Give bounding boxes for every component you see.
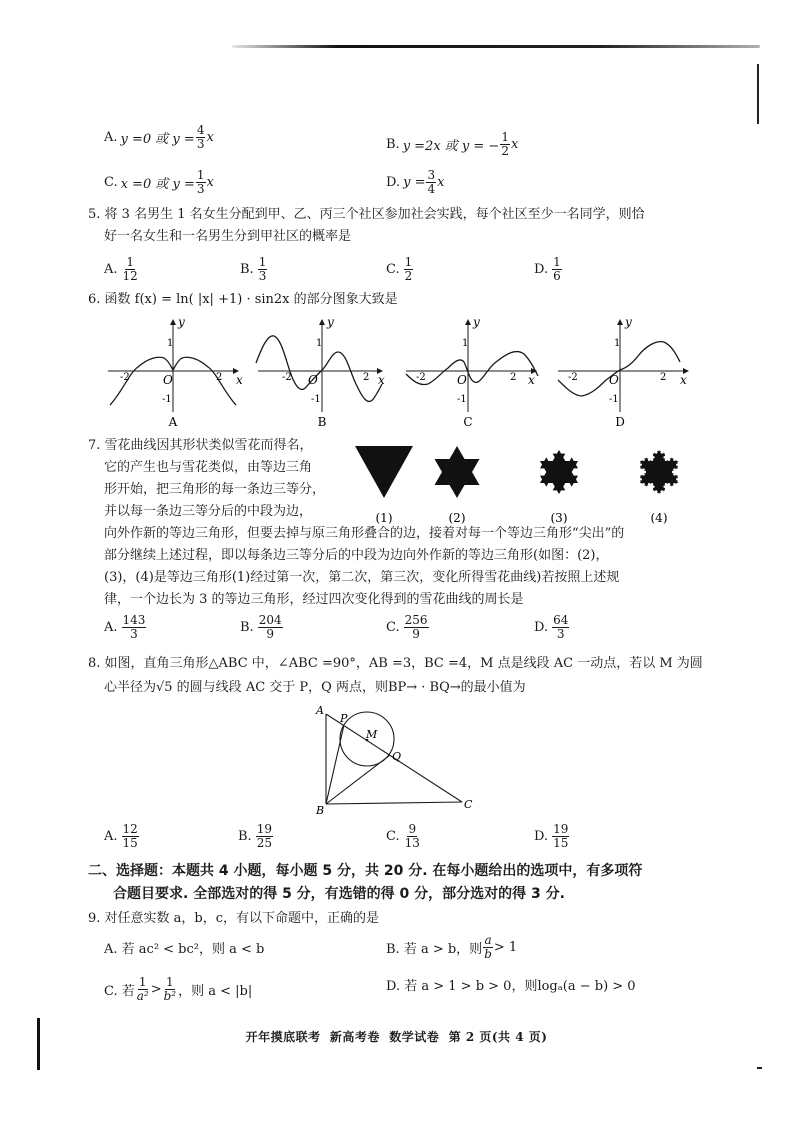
option-post: x [206,175,214,190]
option-label: C. [386,262,400,277]
q7-option-c[interactable] [386,614,430,641]
figure-label: (1) [375,511,393,525]
option-label: A. [104,829,118,844]
tick-1: 1 [167,338,174,349]
q5-option-c[interactable] [386,256,414,283]
option-label: C. [386,620,400,635]
tick-1: 1 [316,338,323,349]
fraction [404,823,421,850]
q6-stem: 6. 函数 f(x) = ln( |x| +1) · sin2x 的部分图象大致是 [88,292,398,307]
graph-label: C [463,415,473,429]
denominator: 13 [404,836,420,850]
q9-option-c[interactable] [104,976,252,1003]
figure-label: (4) [650,511,668,525]
snowflake-fig-3 [540,450,578,525]
origin-label: O [308,373,318,387]
q4-option-c[interactable] [104,169,214,196]
star-shape [435,446,480,498]
tick-neg2: -2 [120,372,130,383]
triangle-shape [355,446,413,498]
q9-stem: 9. 对任意实数 a，b，c，有以下命题中，正确的是 [88,911,380,926]
option-label: D. [534,620,549,635]
label-m: M [366,728,378,741]
denominator: 3 [196,182,205,196]
q7-snowflake-figures [345,438,705,528]
x-label: x [528,373,535,387]
graph-c[interactable] [406,315,538,429]
label-p: P [340,712,348,725]
option-label: C. [386,829,400,844]
y-label: y [625,315,632,329]
fraction [404,256,414,283]
origin-label: O [457,373,467,387]
denominator: 15 [122,836,138,850]
fraction [196,169,206,196]
graph-label: B [317,415,327,429]
numerator: a [484,933,492,947]
curve [406,352,538,385]
denominator: a² [136,989,149,1003]
option-label: B. [240,262,254,277]
option-post: x [437,175,445,190]
denominator: 3 [556,627,565,641]
q8-option-c[interactable] [386,823,422,850]
numerator: 3 [427,168,436,182]
q7-stem-line7: (3)，(4)是等边三角形(1)经过第一次，第二次，第三次，变化所得雪花曲线)若按照上述规 [104,570,620,585]
q8-stem-line2: 心半径为√5 的圆与线段 AC 交于 P，Q 两点，则BP→ · BQ→的最小值为 [104,680,526,695]
q7-stem-line3: 形开始，把三角形的每一条边三等分， [104,482,326,497]
tick-neg1: -1 [457,394,467,405]
q9-option-d[interactable]: D. 若 a > 1 > b > 0，则logₐ(a − b) > 0 [386,979,636,994]
fraction [500,131,510,158]
q5-stem-line1: 5. 将 3 名男生 1 名女生分配到甲、乙、丙三个社区参加社会实践，每个社区至少一名同学，则恰 [88,207,645,222]
fraction [163,976,178,1003]
option-post: ，则 a < |b| [178,984,253,999]
option-pre: C. 若 [104,984,135,999]
denominator: 15 [553,836,569,850]
y-label: y [327,315,334,329]
q7-stem-line2: 它的产生也与雪花类似，由等边三角 [104,460,313,475]
numerator: 19 [256,822,272,836]
denominator: 3 [130,627,138,641]
q4-option-a[interactable] [104,124,214,151]
graph-b[interactable] [256,315,385,429]
q7-option-d[interactable] [534,614,570,641]
page-footer: 开年摸底联考 新高考卷 数学试卷 第 2 页(共 4 页) [245,1030,548,1044]
fraction [404,614,429,641]
numerator: 1 [126,255,134,269]
fraction [196,124,206,151]
tick-neg2: -2 [282,372,292,383]
snowflake-fig-2 [435,446,480,525]
graph-label: A [168,415,178,429]
option-pre: y =0 或 y = [120,132,195,147]
numerator: 1 [166,975,174,989]
q8-stem-line1: 8. 如图，直角三角形△ABC 中，∠ABC =90°，AB =3，BC =4，M 点是线段 AC 一动点，若以 M 为圆 [88,656,703,671]
koch-shape-4 [640,450,678,494]
graph-a[interactable] [108,315,243,429]
tick-2: 2 [510,372,517,383]
fraction [552,614,569,641]
snowflake-fig-4 [640,450,678,525]
fraction [122,614,147,641]
q9-option-b[interactable] [386,934,517,961]
numerator: 256 [404,613,428,627]
x-label: x [680,373,687,387]
tick-2: 2 [660,372,667,383]
denominator: 12 [122,269,138,283]
denominator: 9 [266,627,274,641]
fraction [258,256,268,283]
tick-neg2: -2 [416,372,426,383]
graph-d[interactable] [558,315,688,429]
q7-option-a[interactable] [104,614,147,641]
label-c: C [464,798,473,811]
q8-option-a[interactable] [104,823,140,850]
numerator: 9 [408,822,417,836]
option-pre: x =0 或 y = [120,177,195,192]
section2-heading-line1: 二、选择题：本题共 4 小题，每小题 5 分，共 20 分. 在每小题给出的选项中，有多项符 [88,863,643,879]
tick-2: 2 [363,372,370,383]
q5-option-d[interactable] [534,256,563,283]
q7-stem-line4: 并以每一条边三等分后的中段为边， [104,504,313,519]
q5-option-a[interactable] [104,256,140,283]
tick-neg1: -1 [162,394,172,405]
tick-neg1: -1 [311,394,321,405]
corner-mark [757,1067,762,1069]
tick-1: 1 [614,338,621,349]
q4-option-b[interactable] [386,131,518,158]
denominator: 3 [258,269,267,283]
q8-triangle-figure [312,700,492,818]
fraction [256,823,273,850]
denominator: 2 [404,269,413,283]
option-label: B. [386,137,400,152]
option-label: A. [104,620,118,635]
option-mid: > [150,982,162,997]
option-label: B. [240,620,254,635]
q5-option-b[interactable] [240,256,268,283]
fraction [122,823,139,850]
q8-option-d[interactable] [534,823,570,850]
q8-option-b[interactable] [238,823,274,850]
tick-neg2: -2 [568,372,578,383]
numerator: 1 [138,975,147,989]
numerator: 1 [553,255,561,269]
x-label: x [378,373,385,387]
q7-stem-line5: 向外作新的等边三角形，但要去掉与原三角形叠合的边，接着对每一个等边三角形“尖出”的 [104,526,625,541]
option-post: x [206,130,214,145]
q7-stem-line8: 律，一个边长为 3 的等边三角形，经过四次变化得到的雪花曲线的周长是 [104,592,524,607]
tick-1: 1 [462,338,469,349]
numerator: 143 [122,613,146,627]
top-scan-line [232,45,760,48]
numerator: 12 [122,822,138,836]
numerator: 1 [258,255,267,269]
denominator: 9 [412,627,420,641]
koch-shape-3 [540,450,578,494]
fraction [483,934,493,961]
origin-label: O [609,373,619,387]
q7-option-b[interactable] [240,614,284,641]
x-label: x [236,373,243,387]
denominator: 25 [256,836,272,850]
figure-label: (3) [550,511,568,525]
y-label: y [473,315,480,329]
q7-stem-line1: 7. 雪花曲线因其形状类似雪花而得名， [88,438,313,453]
q7-stem-line6: 部分继续上述过程，即以每条边三等分后的中段为边向外作新的等边三角形(如图：(2)， [104,548,609,563]
right-scan-line [757,64,759,124]
option-pre: y = [403,175,426,190]
fraction [552,823,569,850]
denominator: 2 [501,144,509,158]
option-label: D. [534,262,549,277]
section2-heading-line2: 合题目要求. 全部选对的得 5 分，有选错的得 0 分，部分选对的得 3 分. [113,886,565,902]
numerator: 1 [404,255,413,269]
fraction [552,256,562,283]
denominator: b [484,947,492,961]
numerator: 1 [196,168,205,182]
option-label: A. [104,262,118,277]
label-a: A [316,704,324,717]
segment-bc [326,802,462,804]
label-q: Q [392,750,402,763]
numerator: 19 [553,822,569,836]
snowflake-fig-1 [355,446,413,525]
option-label: A. [104,130,118,145]
fraction [258,614,283,641]
fraction [426,169,436,196]
y-label: y [178,315,185,329]
denominator: 4 [427,182,436,196]
numerator: 204 [258,613,282,627]
option-pre: B. 若 a > b，则 [386,942,483,957]
numerator: 1 [501,130,509,144]
denominator: 3 [196,137,205,151]
tick-neg1: -1 [609,394,619,405]
figure-label: (2) [448,511,466,525]
graph-label: D [615,415,625,429]
q5-stem-line2: 好一名女生和一名男生分到甲社区的概率是 [104,229,352,244]
option-label: B. [238,829,252,844]
origin-label: O [163,373,173,387]
option-post: x [510,137,519,152]
option-post: > 1 [493,940,518,955]
option-label: D. [386,175,401,190]
option-label: C. [104,175,118,190]
tick-2: 2 [216,372,223,383]
q6-graphs [100,312,695,432]
fraction [136,976,150,1003]
option-label: D. [534,829,549,844]
q4-option-d[interactable] [386,169,444,196]
numerator: 64 [553,613,569,627]
label-b: B [316,804,325,817]
curve [558,342,680,396]
fraction [122,256,139,283]
denominator: 6 [553,269,561,283]
option-pre: y =2x 或 y = − [402,139,500,154]
denominator: b² [163,989,177,1003]
numerator: 4 [196,123,205,137]
q9-option-a[interactable]: A. 若 ac² < bc²，则 a < b [104,942,265,957]
